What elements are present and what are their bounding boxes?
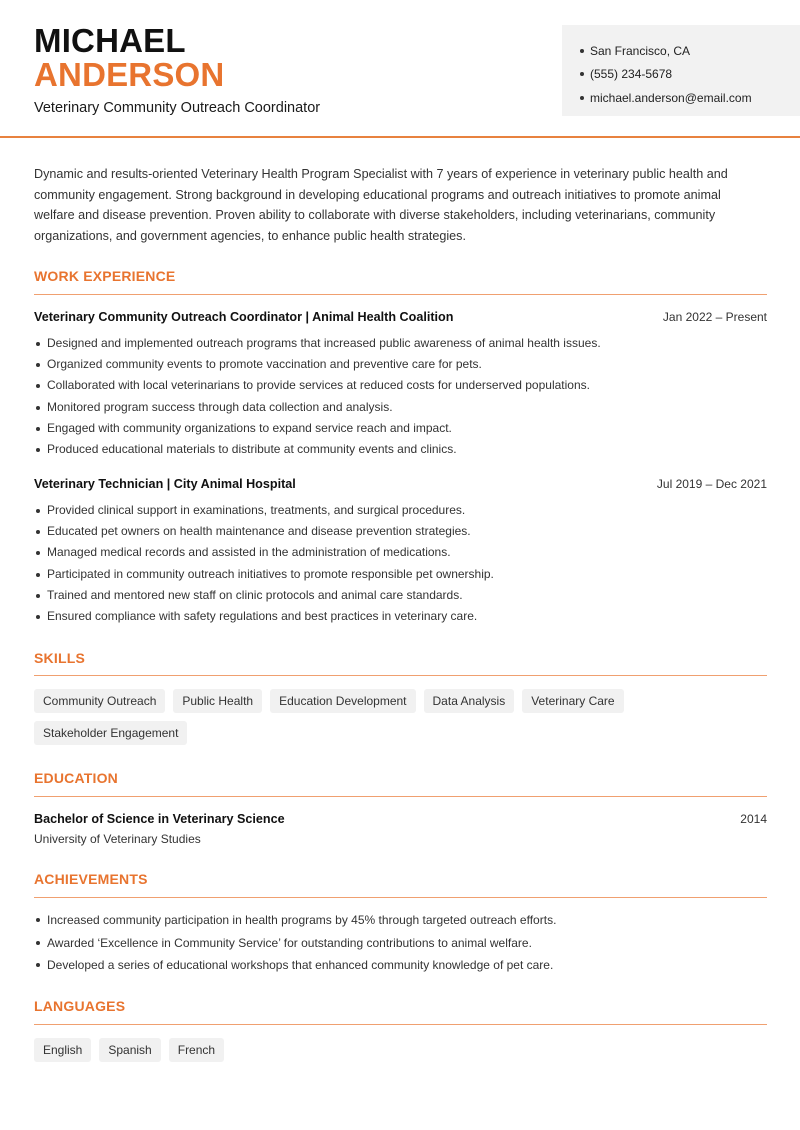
section-divider (34, 1024, 767, 1025)
skills-list (34, 689, 767, 745)
achievements-list (34, 909, 767, 977)
list-item: Educated pet owners on health maintenance and disease prevention strategies. (34, 521, 767, 542)
bullet-icon (580, 96, 584, 100)
language-tag: English (34, 1038, 91, 1062)
job-bullets (34, 333, 767, 460)
job-dates: Jul 2019 – Dec 2021 (656, 477, 767, 491)
language-tag: French (169, 1038, 224, 1062)
list-item: Developed a series of educational workshops that enhanced community knowledge of pet care. (34, 954, 767, 977)
degree: Bachelor of Science in Veterinary Science (34, 812, 285, 826)
language-tag: Spanish (99, 1038, 160, 1062)
job-title: Veterinary Community Outreach Coordinator (34, 100, 321, 116)
skill-tag: Stakeholder Engagement (34, 721, 187, 745)
job-role: Veterinary Community Outreach Coordinator | Animal Health Coalition (34, 310, 454, 324)
list-item: Provided clinical support in examinations, treatments, and surgical procedures. (34, 500, 767, 521)
contact-email (580, 86, 800, 110)
skill-tag: Public Health (173, 689, 262, 713)
contact-phone (580, 63, 800, 87)
education-header (34, 812, 767, 826)
job-bullets (34, 500, 767, 627)
work-experience-heading: WORK EXPERIENCE (34, 268, 176, 284)
list-item: Monitored program success through data collection and analysis. (34, 397, 767, 418)
graduation-year: 2014 (740, 812, 767, 826)
languages-list (34, 1038, 767, 1062)
job-dates: Jan 2022 – Present (662, 310, 767, 324)
list-item: Managed medical records and assisted in the administration of medications. (34, 542, 767, 563)
list-item: Designed and implemented outreach programs that increased public awareness of animal health issues. (34, 333, 767, 354)
location-text: San Francisco, CA (590, 43, 691, 58)
list-item: Participated in community outreach initiatives to promote responsible pet ownership. (34, 564, 767, 585)
achievements-heading: ACHIEVEMENTS (34, 871, 148, 887)
skill-tag: Data Analysis (424, 689, 515, 713)
skill-tag: Community Outreach (34, 689, 165, 713)
last-name: ANDERSON (34, 56, 225, 93)
list-item: Trained and mentored new staff on clinic protocols and animal care standards. (34, 585, 767, 606)
profile-summary: Dynamic and results-oriented Veterinary Health Program Specialist with 7 years of experience in veterinary public health and community engagement. Strong background in developing educational programs and outreach initiatives to promote animal welfare and disease prevention. Proven ability to collaborate with diverse stakeholders, including veterinarians, community organizations, and government agencies, to enhance public health strategies. (34, 167, 728, 243)
section-divider (34, 796, 767, 797)
contact-location (580, 39, 800, 63)
job-header (34, 310, 767, 324)
skill-tag: Veterinary Care (522, 689, 623, 713)
list-item: Produced educational materials to distribute at community events and clinics. (34, 439, 767, 460)
list-item: Increased community participation in health programs by 45% through targeted outreach efforts. (34, 909, 767, 932)
list-item: Awarded ‘Excellence in Community Service’ for outstanding contributions to animal welfare. (34, 932, 767, 955)
section-divider (34, 294, 767, 295)
email-text: michael.anderson@email.com (590, 90, 752, 105)
resume-header (0, 0, 800, 138)
section-divider (34, 897, 767, 898)
education-heading: EDUCATION (34, 770, 118, 786)
skills-heading: SKILLS (34, 650, 85, 666)
list-item: Engaged with community organizations to expand service reach and impact. (34, 418, 767, 439)
school-name: University of Veterinary Studies (34, 832, 201, 846)
contact-box (562, 25, 800, 116)
bullet-icon (580, 49, 584, 53)
job-role: Veterinary Technician | City Animal Hospital (34, 477, 296, 491)
languages-heading: LANGUAGES (34, 998, 126, 1014)
phone-text: (555) 234-5678 (590, 67, 673, 82)
list-item: Collaborated with local veterinarians to provide services at reduced costs for underserved populations. (34, 375, 767, 396)
section-divider (34, 675, 767, 676)
skill-tag: Education Development (270, 689, 415, 713)
list-item: Organized community events to promote vaccination and preventive care for pets. (34, 354, 767, 375)
bullet-icon (580, 72, 584, 76)
first-name: MICHAEL (34, 22, 186, 59)
list-item: Ensured compliance with safety regulations and best practices in veterinary care. (34, 606, 767, 627)
job-header (34, 477, 767, 491)
